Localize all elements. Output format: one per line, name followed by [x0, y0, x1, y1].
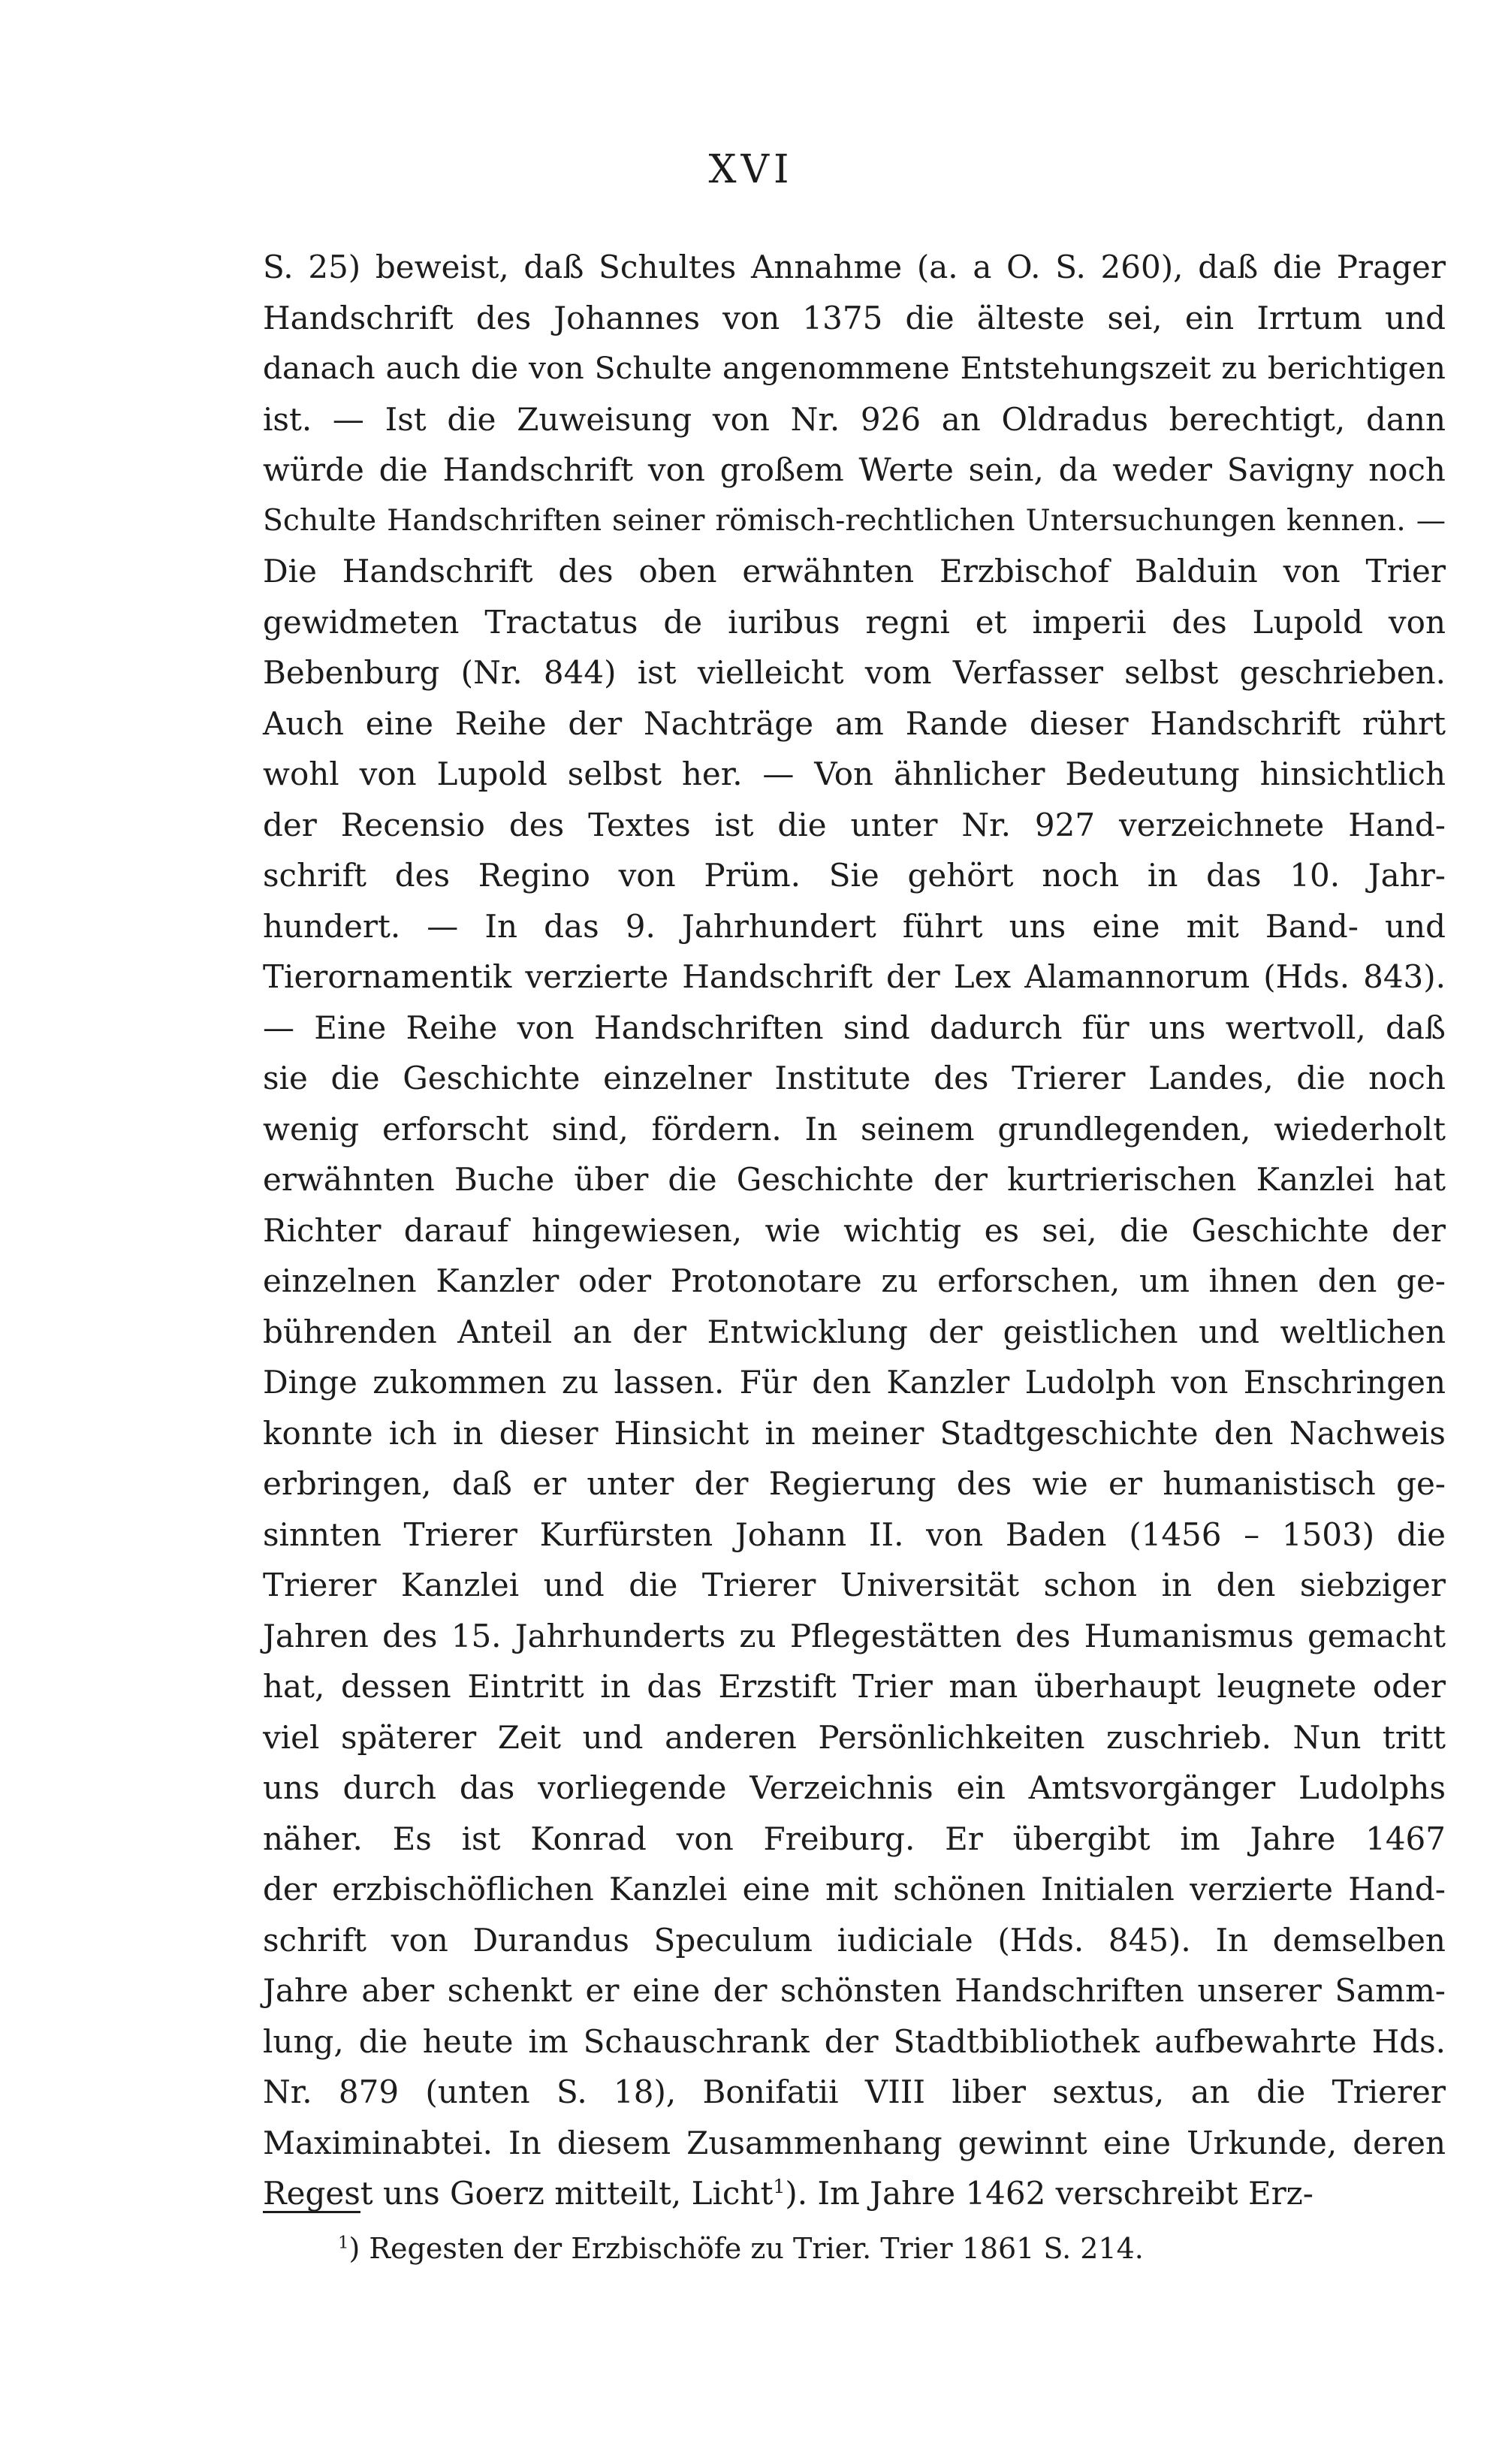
text-line: Jahre aber schenkt er eine der schönsten Handschriften unserer Samm-	[263, 1972, 1446, 2009]
text-line: sie die Geschichte einzelner Institute des Trierer Landes, die noch	[263, 1060, 1446, 1096]
text-line-final-end: ). Im Jahre 1462 verschreibt Erz-	[785, 2175, 1313, 2212]
text-line: Nr. 879 (unten S. 18), Bonifatii VIII liber sextus, an die Trierer	[263, 2073, 1446, 2110]
text-line: erwähnten Buche über die Geschichte der kurtrierischen Kanzlei hat	[263, 1161, 1446, 1198]
text-line: würde die Handschrift von großem Werte sein, da weder Savigny noch	[263, 451, 1446, 488]
text-line: schrift von Durandus Speculum iudiciale (Hds. 845). In demselben	[263, 1921, 1446, 1959]
text-line: einzelnen Kanzler oder Protonotare zu erforschen, um ihnen den ge-	[263, 1262, 1446, 1299]
footnote-divider	[263, 2211, 360, 2213]
text-line: bührenden Anteil an der Entwicklung der geistlichen und weltlichen	[263, 1313, 1446, 1350]
text-line: viel späterer Zeit und anderen Persönlichkeiten zuschrieb. Nun tritt	[263, 1718, 1446, 1756]
text-line: Richter darauf hingewiesen, wie wichtig es sei, die Geschichte der	[263, 1211, 1446, 1249]
text-line: ist. — Ist die Zuweisung von Nr. 926 an Oldradus berechtigt, dann	[263, 400, 1446, 438]
body-text	[263, 242, 1446, 2219]
text-line: hundert. — In das 9. Jahrhundert führt uns eine mit Band- und	[263, 907, 1446, 945]
footnote-reference: 1	[773, 2176, 786, 2197]
text-line: Tierornamentik verzierte Handschrift der Lex Alamannorum (Hds. 843).	[263, 958, 1446, 995]
text-line: sinnten Trierer Kurfürsten Johann II. von Baden (1456 – 1503) die	[263, 1515, 1446, 1553]
text-line: konnte ich in dieser Hinsicht in meiner Stadtgeschichte den Nachweis	[263, 1414, 1446, 1452]
text-line: lung, die heute im Schauschrank der Stadtbibliothek aufbewahrte Hds.	[263, 2022, 1446, 2060]
text-line: danach auch die von Schulte angenommene Entstehungszeit zu berichtigen	[263, 350, 1446, 386]
text-line: der Recensio des Textes ist die unter Nr. 927 verzeichnete Hand-	[263, 806, 1446, 843]
text-line: S. 25) beweist, daß Schultes Annahme (a. a O. S. 260), daß die Prager	[263, 249, 1446, 285]
text-line: Dinge zukommen zu lassen. Für den Kanzler Ludolph von Enschringen	[263, 1364, 1446, 1401]
text-line: hat, dessen Eintritt in das Erzstift Trier man überhaupt leugnete oder	[263, 1668, 1446, 1705]
text-line: näher. Es ist Konrad von Freiburg. Er übergibt im Jahre 1467	[263, 1820, 1446, 1857]
text-line: Auch eine Reihe der Nachträge am Rande dieser Handschrift rührt	[263, 704, 1446, 742]
footnote	[338, 2226, 1144, 2271]
text-line-final-start: Regest uns Goerz mitteilt, Licht	[263, 2175, 774, 2212]
text-line: erbringen, daß er unter der Regierung des wie er humanistisch ge-	[263, 1465, 1446, 1502]
text-line: Schulte Handschriften seiner römisch-rechtlichen Untersuchungen kennen. —	[263, 503, 1446, 538]
text-line: Die Handschrift des oben erwähnten Erzbischof Balduin von Trier	[263, 553, 1446, 590]
text-line: Jahren des 15. Jahrhunderts zu Pflegestätten des Humanismus gemacht	[263, 1617, 1446, 1654]
text-line: Bebenburg (Nr. 844) ist vielleicht vom Verfasser selbst geschrieben.	[263, 654, 1446, 691]
text-line: wohl von Lupold selbst her. — Von ähnlicher Bedeutung hinsichtlich	[263, 755, 1446, 792]
text-line: Trierer Kanzlei und die Trierer Universität schon in den siebziger	[263, 1567, 1446, 1603]
text-line: schrift des Regino von Prüm. Sie gehört noch in das 10. Jahr-	[263, 857, 1446, 894]
text-line: uns durch das vorliegende Verzeichnis ein Amtsvorgänger Ludolphs	[263, 1769, 1446, 1806]
text-line-final	[263, 2168, 1446, 2219]
page-number: XVI	[708, 147, 794, 192]
footnote-text: ) Regesten der Erzbischöfe zu Trier. Trier 1861 S. 214.	[348, 2232, 1144, 2265]
text-line: gewidmeten Tractatus de iuribus regni et imperii des Lupold von	[263, 603, 1446, 641]
text-line: Maximinabtei. In diesem Zusammenhang gewinnt eine Urkunde, deren	[263, 2124, 1446, 2161]
text-line: Handschrift des Johannes von 1375 die älteste sei, ein Irrtum und	[263, 299, 1446, 336]
text-line: — Eine Reihe von Handschriften sind dadurch für uns wertvoll, daß	[263, 1009, 1446, 1046]
footnote-marker: 1	[338, 2233, 349, 2253]
text-line: der erzbischöflichen Kanzlei eine mit schönen Initialen verzierte Hand-	[263, 1871, 1446, 1908]
text-line: wenig erforscht sind, fördern. In seinem grundlegenden, wiederholt	[263, 1110, 1446, 1148]
